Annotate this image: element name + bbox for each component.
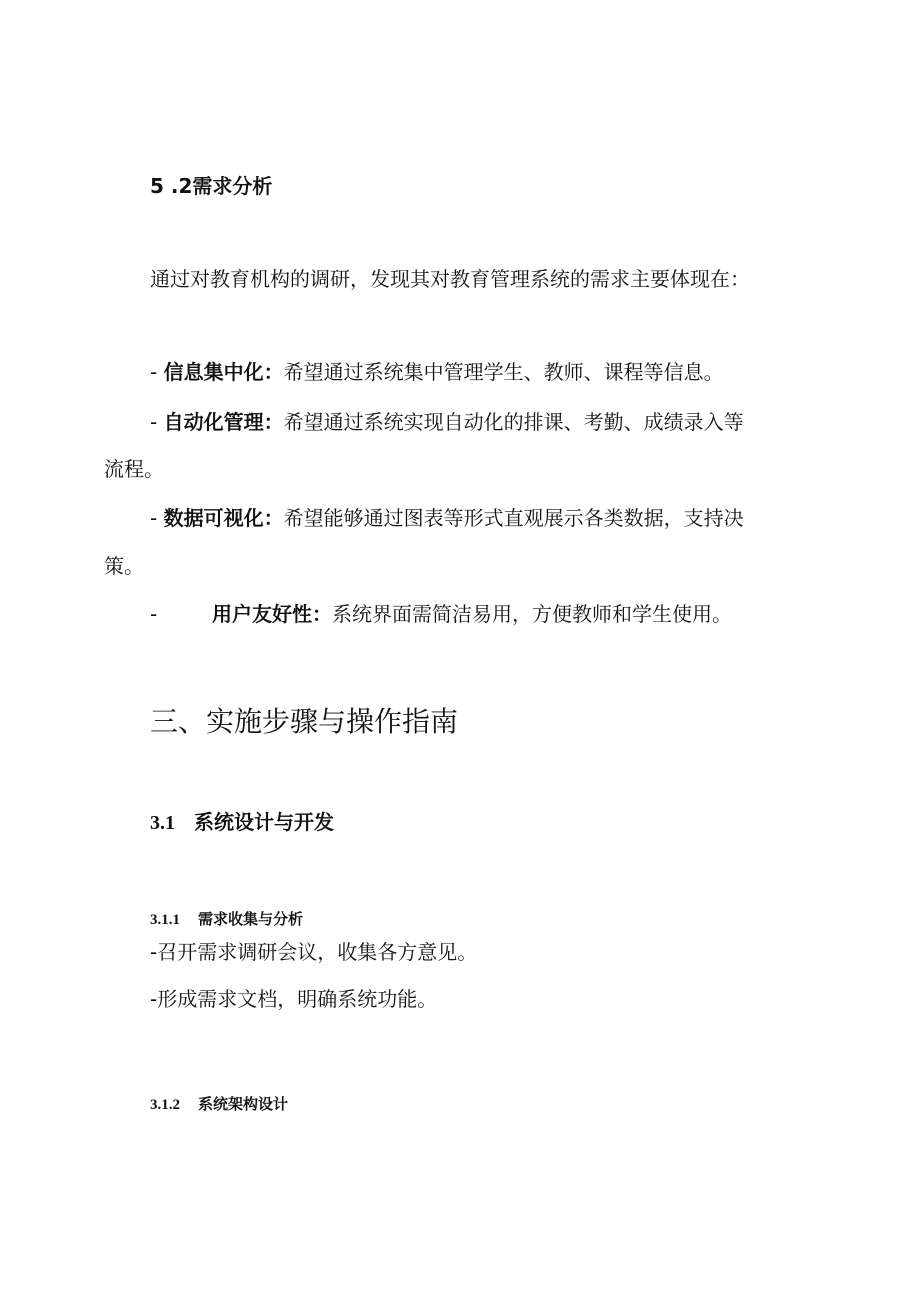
bullet-lead: 数据可视化： [163,506,284,530]
section-heading-3-1 [150,806,334,835]
bullet-continuation: 流程。 [104,457,164,481]
bullet-item-3 [150,502,744,531]
chapter-heading: 三、实施步骤与操作指南 [150,705,459,738]
subsection-number: 3.1.1 [150,912,180,928]
section-title: 系统设计与开发 [194,810,334,834]
bullet-lead: 信息集中化： [163,360,284,384]
section-number: 3.1 [150,812,175,834]
section-heading-5-2: 5 .2需求分析 [150,174,273,198]
bullet-dash: - [150,410,158,434]
subsection-title: 系统架构设计 [198,1095,289,1113]
bullet-lead: 用户友好性： [212,602,332,626]
list-item: -形成需求文档，明确系统功能。 [150,987,438,1011]
bullet-continuation: 策。 [104,554,144,578]
bullet-text: 希望通过系统集中管理学生、教师、课程等信息。 [283,360,724,384]
subsection-heading-3-1-2 [150,1093,288,1114]
intro-paragraph: 通过对教育机构的调研，发现其对教育管理系统的需求主要体现在： [150,267,750,291]
list-item: -召开需求调研会议，收集各方意见。 [150,940,478,964]
bullet-item-4 [150,598,732,627]
bullet-lead: 自动化管理： [163,410,284,434]
bullet-text: 希望通过系统实现自动化的排课、考勤、成绩录入等 [283,410,744,434]
bullet-dash: - [150,506,158,530]
subsection-heading-3-1-1 [150,908,303,929]
bullet-text: 希望能够通过图表等形式直观展示各类数据，支持决 [283,506,744,530]
bullet-dash: - [150,602,158,626]
bullet-text: 系统界面需简洁易用，方便教师和学生使用。 [332,602,732,626]
bullet-item-2 [150,406,744,435]
bullet-item-1 [150,356,724,385]
subsection-number: 3.1.2 [150,1097,180,1113]
bullet-dash: - [150,360,158,384]
subsection-title: 需求收集与分析 [198,910,304,928]
